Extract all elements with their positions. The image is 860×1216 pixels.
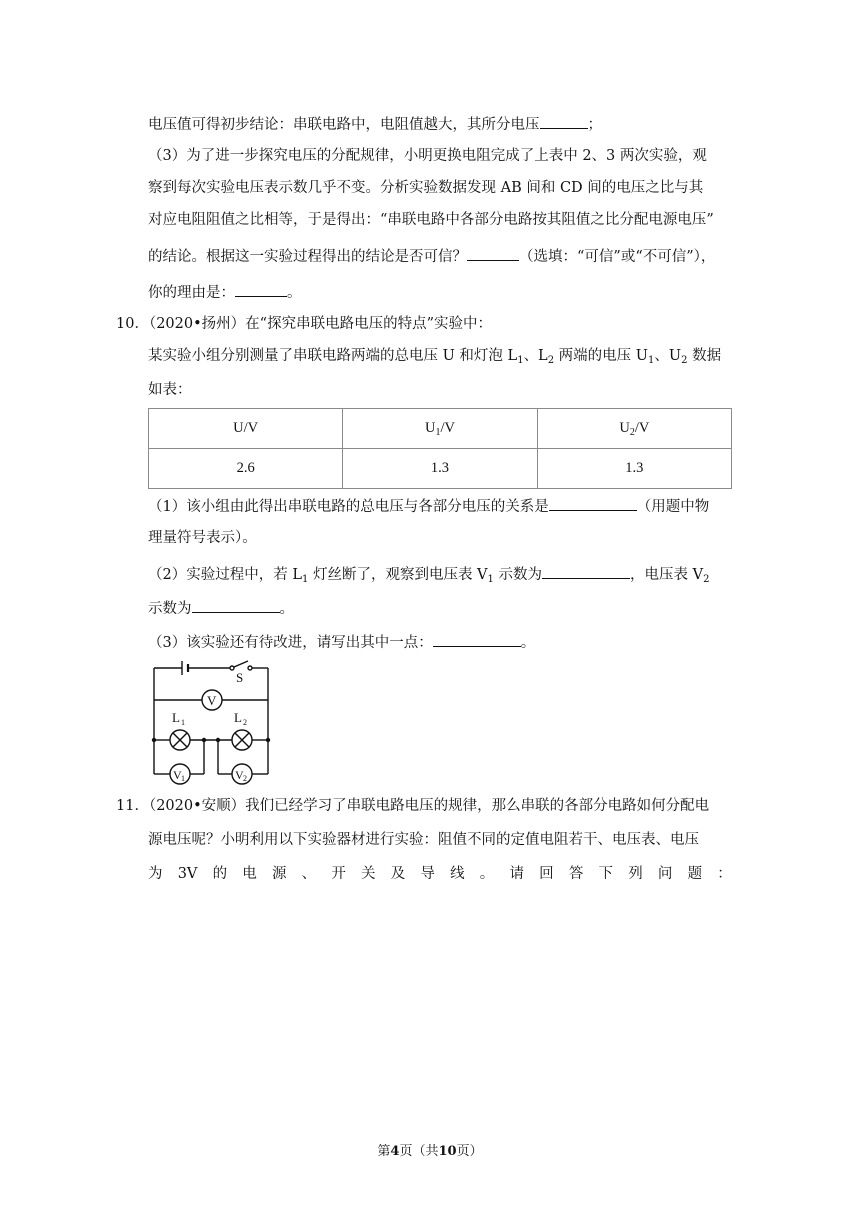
v2-label: V: [235, 768, 244, 782]
question-10-part-3: （3）该实验还有待改进，请写出其中一点： 。: [148, 630, 535, 653]
word: 、: [301, 866, 317, 882]
word: 答: [568, 866, 584, 882]
text-line: 你的理由是： 。: [148, 280, 302, 303]
table-cell: 2.6: [149, 449, 343, 489]
junction-dot: [202, 738, 206, 742]
page-footer: 第4页（共10页）: [377, 1144, 483, 1159]
answer-blank: [467, 244, 519, 261]
text-line: 察到每次实验电压表示数几乎不变。分析实验数据发现 AB 间和 CD 间的电压之比与其: [148, 180, 704, 196]
v1-label: V: [173, 768, 182, 782]
word: 关: [361, 866, 376, 882]
question-11-header: 11．（2020•安顺）我们已经学习了串联电路电压的规律，那么串联的各部分电路如何分配电: [116, 798, 710, 814]
word: 开: [331, 866, 346, 882]
text-line: 源电压呢？小明利用以下实验器材进行实验：阻值不同的定值电阻若干、电压表、电压: [148, 832, 699, 848]
word: 导: [420, 866, 435, 882]
question-10-part-2: （2）实验过程中，若 $L_1$ 灯丝断了，观察到电压表 $V_1$ 示数为 ，电压表 $V_2$: [148, 562, 710, 590]
text-line: （3）为了进一步探究电压的分配规律，小明更换电阻完成了上表中 2、3 两次实验，观: [148, 148, 707, 164]
switch-contact: [248, 666, 252, 670]
text-line: 的结论。根据这一实验过程得出的结论是否可信？ （选填：“可信”或“不可信”），: [148, 244, 715, 267]
word: 下: [598, 866, 614, 882]
justified-line: [148, 864, 732, 884]
v1-sub: 1: [181, 774, 185, 783]
word: 的: [212, 866, 228, 882]
text-line: 理量符号表示）。: [148, 530, 257, 546]
word: 源: [271, 866, 287, 882]
question-10-intro-2: 如表：: [148, 382, 192, 398]
word: 。: [479, 866, 495, 882]
question-10-header: 10．（2020•扬州）在“探究串联电路电压的特点”实验中：: [116, 316, 492, 332]
word: 3V: [177, 866, 198, 882]
voltage-table: [148, 408, 732, 489]
answer-blank: [235, 280, 287, 297]
question-10-intro: 某实验小组分别测量了串联电路两端的总电压 U 和灯泡 $L_1$、$L_2$ 两端的电压 $U_1$、$U_2$ 数据: [148, 348, 722, 366]
answer-blank: [192, 596, 280, 613]
word: 请: [509, 866, 524, 882]
circuit-diagram: [148, 658, 288, 788]
text-line: 示数为 。: [148, 596, 294, 619]
table-header-cell: $U_1/V$: [343, 409, 537, 449]
junction-dot: [152, 738, 156, 742]
switch-arm: [234, 661, 248, 667]
lamp-l2-sub: 2: [243, 718, 247, 727]
text-line: 对应电阻阻值之比相等，于是得出：“串联电路中各部分电路按其阻值之比分配电源电压”: [148, 212, 714, 228]
table-cell: 1.3: [343, 449, 537, 489]
voltmeter-label: V: [207, 693, 217, 708]
switch-label: S: [236, 670, 244, 685]
text-line: 电压值可得初步结论：串联电路中，电阻值越大，其所分电压 ；: [148, 112, 602, 135]
word: 线: [450, 866, 465, 882]
lamp-l2-label: L: [234, 710, 242, 725]
lamp-l1-label: L: [172, 710, 180, 725]
table-header-cell: $U_2/V$: [537, 409, 731, 449]
word: 为: [148, 866, 163, 882]
junction-dot: [266, 738, 270, 742]
table-header-row: [149, 409, 732, 449]
word: 电: [242, 866, 257, 882]
answer-blank: [542, 562, 630, 579]
word: 回: [539, 866, 554, 882]
answer-blank: [433, 630, 521, 647]
word: ：: [717, 866, 732, 882]
word: 列: [628, 866, 643, 882]
question-10-part-1: （1）该小组由此得出串联电路的总电压与各部分电压的关系是 （用题中物: [148, 494, 709, 517]
junction-dot: [216, 738, 220, 742]
word: 及: [390, 866, 406, 882]
answer-blank: [549, 494, 637, 511]
table-row: [149, 449, 732, 489]
answer-blank: [540, 112, 588, 129]
switch-pivot: [230, 666, 234, 670]
table-cell: 1.3: [537, 449, 731, 489]
word: 题: [687, 866, 703, 882]
table-header-cell: U/V: [149, 409, 343, 449]
word: 问: [657, 866, 673, 882]
lamp-l1-sub: 1: [181, 718, 185, 727]
v2-sub: 2: [243, 774, 247, 783]
